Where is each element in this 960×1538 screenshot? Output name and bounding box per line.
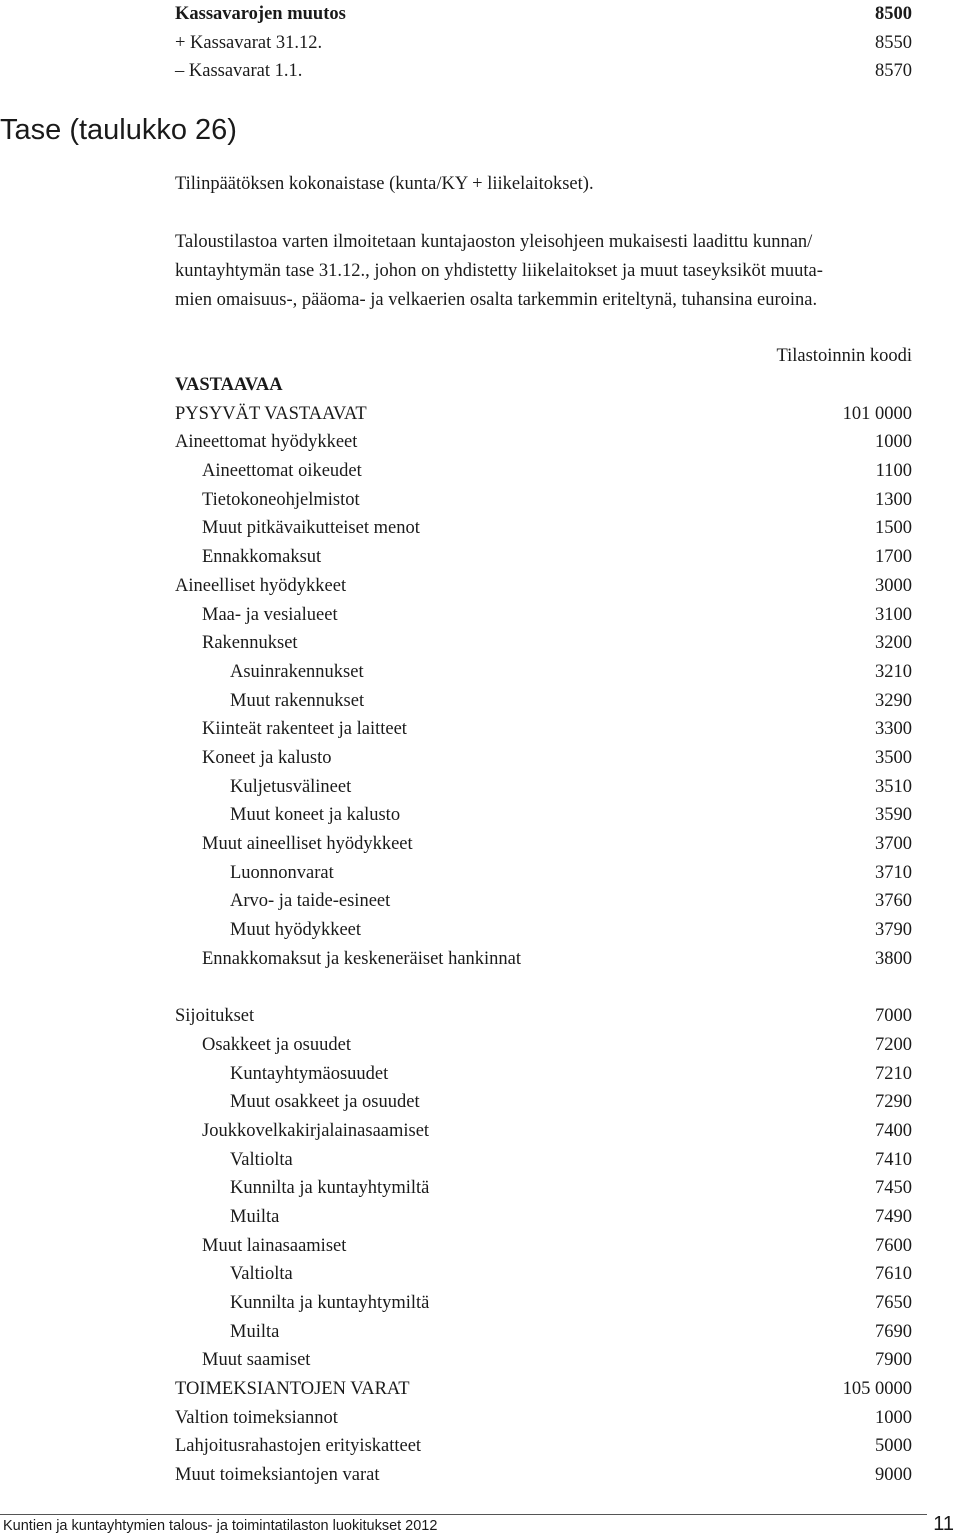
row-label: Aineettomat hyödykkeet [175, 432, 358, 453]
row-label: Muut koneet ja kalusto [230, 805, 401, 826]
row-code: 3290 [875, 690, 912, 711]
row-code: 8570 [875, 61, 912, 82]
row-code: 3590 [875, 805, 912, 826]
table-row [175, 514, 912, 543]
row-label: Koneet ja kalusto [202, 747, 332, 768]
table-row [175, 715, 912, 744]
table-row [175, 1203, 912, 1232]
table-row [175, 486, 912, 515]
row-code: 7690 [875, 1321, 912, 1342]
row-code: 1500 [875, 518, 912, 539]
row-label: Aineettomat oikeudet [202, 461, 362, 482]
table-row [175, 1031, 912, 1060]
table-row [175, 601, 912, 630]
row-code: 3700 [875, 834, 912, 854]
table-row [175, 457, 912, 486]
row-code: 8550 [875, 32, 912, 53]
row-code: 101 0000 [842, 403, 912, 424]
row-label: Valtiolta [230, 1264, 293, 1285]
row-code: 3100 [875, 604, 912, 625]
table-row [175, 1404, 912, 1433]
table-row [175, 0, 912, 29]
row-code: 3710 [875, 862, 912, 883]
table-row [175, 1117, 912, 1146]
row-label: Muilta [230, 1206, 280, 1227]
table-row [175, 428, 912, 457]
row-code: 5000 [875, 1436, 912, 1457]
intro-text [175, 170, 920, 315]
row-label: Muut rakennukset [230, 690, 365, 711]
row-label: Kunnilta ja kuntayhtymiltä [230, 1178, 430, 1199]
row-code: 3000 [875, 575, 912, 596]
row-label: Joukkovelkakirjalainasaamiset [202, 1120, 430, 1141]
row-label: Osakkeet ja osuudet [202, 1034, 351, 1055]
row-code: 3500 [875, 747, 912, 768]
row-label: Kuntayhtymäosuudet [230, 1063, 389, 1084]
row-code: 3200 [875, 633, 912, 654]
row-code: 3300 [875, 719, 912, 740]
code-column-header: Tilastoinnin koodi [776, 346, 912, 366]
row-code: 7900 [875, 1350, 912, 1371]
page-number: 11 [933, 1513, 954, 1535]
table-row [175, 400, 912, 429]
row-label: Valtion toimeksiannot [175, 1407, 338, 1428]
row-label: Asuinrakennukset [230, 661, 364, 682]
table-row [175, 1318, 912, 1347]
row-label: Muilta [230, 1321, 280, 1342]
row-code: 3510 [875, 776, 912, 797]
row-label: Tietokoneohjelmistot [202, 489, 360, 510]
table-row [175, 1088, 912, 1117]
footer-divider [0, 1514, 927, 1515]
cash-change-block [175, 0, 912, 86]
table-row [175, 57, 912, 86]
table-row [175, 830, 912, 859]
row-label: Maa- ja vesialueet [202, 604, 338, 625]
section-title: Tase (taulukko 26) [0, 114, 237, 146]
table-row [175, 1461, 912, 1490]
row-code: 3760 [875, 891, 912, 912]
row-code: 3800 [875, 948, 912, 969]
row-code: 1000 [875, 1407, 912, 1428]
table-row [175, 1002, 912, 1031]
row-code: 9000 [875, 1465, 912, 1486]
row-label: Arvo- ja taide-esineet [230, 891, 391, 912]
row-label: Muut saamiset [202, 1350, 311, 1371]
row-label: Rakennukset [202, 633, 298, 654]
row-code: 7490 [875, 1206, 912, 1227]
table-row [175, 1346, 912, 1375]
row-label: PYSYVÄT VASTAAVAT [175, 403, 367, 424]
row-label: Luonnonvarat [230, 862, 334, 883]
table-row [175, 1260, 912, 1289]
row-code: 7200 [875, 1034, 912, 1055]
table-row [175, 1174, 912, 1203]
row-label: Muut aineelliset hyödykkeet [202, 834, 413, 854]
table-row [175, 1289, 912, 1318]
row-code: 7650 [875, 1293, 912, 1313]
row-label: Muut pitkävaikutteiset menot [202, 518, 420, 539]
intro-paragraph-2-line-1: Taloustilastoa varten ilmoitetaan kuntajaoston yleisohjeen mukaisesti laadittu kunnan/ [175, 232, 813, 252]
table-rows [175, 400, 912, 1490]
row-label: TOIMEKSIANTOJEN VARAT [175, 1379, 410, 1400]
row-spacer [175, 973, 912, 1002]
table-row [175, 773, 912, 802]
row-label: Muut lainasaamiset [202, 1235, 347, 1256]
row-code: 7290 [875, 1092, 912, 1113]
row-code: 105 0000 [842, 1379, 912, 1400]
table-row [175, 658, 912, 687]
row-label: Kunnilta ja kuntayhtymiltä [230, 1293, 430, 1313]
row-label: Muut osakkeet ja osuudet [230, 1092, 420, 1113]
table-row [175, 801, 912, 830]
intro-paragraph-1: Tilinpäätöksen kokonaistase (kunta/KY + liikelaitokset). [175, 174, 594, 194]
table-row [175, 543, 912, 572]
row-code: 7450 [875, 1178, 912, 1199]
table-row [175, 887, 912, 916]
row-code: 7000 [875, 1006, 912, 1027]
row-label: Kassavarojen muutos [175, 4, 346, 24]
table-row [175, 945, 912, 974]
balance-sheet-table [175, 342, 912, 1490]
table-row [175, 916, 912, 945]
row-label: Kuljetusvälineet [230, 776, 352, 797]
row-label: Ennakkomaksut [202, 547, 322, 568]
row-code: 8500 [875, 4, 912, 24]
row-code: 1000 [875, 432, 912, 453]
row-code: 1300 [875, 489, 912, 510]
table-row [175, 744, 912, 773]
intro-paragraph-2-line-2: kuntayhtymän tase 31.12., johon on yhdistetty liikelaitokset ja muut taseyksiköt muuta- [175, 261, 823, 281]
table-row [175, 629, 912, 658]
row-label: Aineelliset hyödykkeet [175, 575, 347, 596]
row-label: Muut hyödykkeet [230, 920, 362, 941]
row-code: 1700 [875, 547, 912, 568]
table-row [175, 1375, 912, 1404]
row-label: – Kassavarat 1.1. [175, 61, 303, 82]
row-code: 3210 [875, 661, 912, 682]
table-row [175, 1060, 912, 1089]
table-row [175, 1146, 912, 1175]
table-row [175, 1232, 912, 1261]
intro-paragraph-2-line-3: mien omaisuus-, pääoma- ja velkaerien osalta tarkemmin eriteltynä, tuhansina euroina. [175, 290, 818, 310]
row-label: Kiinteät rakenteet ja laitteet [202, 719, 407, 740]
row-code: 7600 [875, 1235, 912, 1256]
table-row [175, 687, 912, 716]
row-label: Sijoitukset [175, 1006, 255, 1027]
row-code: 3790 [875, 920, 912, 941]
row-label: + Kassavarat 31.12. [175, 32, 323, 53]
table-row [175, 1432, 912, 1461]
row-code: 7400 [875, 1120, 912, 1141]
row-label: Lahjoitusrahastojen erityiskatteet [175, 1436, 422, 1457]
row-label: Ennakkomaksut ja keskeneräiset hankinnat [202, 948, 522, 969]
row-code: 7610 [875, 1264, 912, 1285]
table-row [175, 29, 912, 58]
table-heading: VASTAAVAA [175, 375, 283, 395]
row-code: 1100 [875, 461, 912, 482]
footer-text: Kuntien ja kuntayhtymien talous- ja toimintatilaston luokitukset 2012 [3, 1518, 438, 1534]
row-code: 7210 [875, 1063, 912, 1084]
row-label: Valtiolta [230, 1149, 293, 1170]
row-code: 7410 [875, 1149, 912, 1170]
table-row [175, 572, 912, 601]
row-label: Muut toimeksiantojen varat [175, 1465, 380, 1486]
table-row [175, 859, 912, 888]
